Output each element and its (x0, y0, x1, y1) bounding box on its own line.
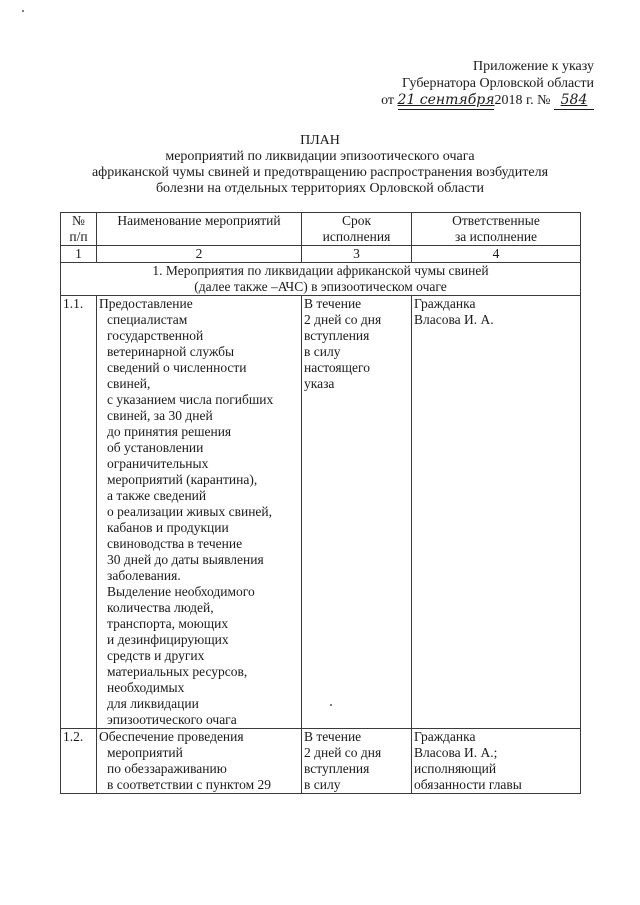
scan-speck (22, 10, 24, 12)
header-name: Наименование мероприятий (97, 213, 302, 246)
title-heading: ПЛАН (300, 133, 340, 148)
row-term: В течение 2 дней со дня вступления в силу настоящего указа (302, 296, 412, 729)
handwritten-number: 584 (554, 92, 594, 110)
section-row (61, 263, 581, 296)
title-line-2: африканской чумы свиней и предотвращению распространения возбудителя (91, 165, 549, 180)
row-measure-name: Обеспечение проведения мероприятий по обеззараживанию в соответствии с пунктом 29 (97, 729, 302, 794)
table-header-row (61, 213, 581, 246)
annex-date-line (381, 92, 594, 110)
table-row (61, 729, 581, 794)
row-number: 1.2. (61, 729, 97, 794)
col-number-3: 3 (302, 246, 412, 263)
handwritten-date: 21 сентября (397, 92, 495, 108)
header-term: Срок исполнения (302, 213, 412, 246)
col-number-4: 4 (412, 246, 581, 263)
row-number: 1.1. (61, 296, 97, 729)
scan-speck (330, 704, 332, 706)
row-term: В течение 2 дней со дня вступления в силу (302, 729, 412, 794)
date-prefix: от (381, 93, 395, 108)
annex-line-2: Губернатора Орловской области (401, 76, 594, 91)
row-measure-name: Предоставление специалистам государственной ветеринарной службы сведений о численности свиней, с указанием числа погибших свиней, за 30 дней до принятия решения об установлении ограничительных мероприятий (карантина), а также сведений о реализации живых свиней, кабанов и продукции свиноводства в течение 30 дней до даты выявления заболевания. Выделение необходимого количества людей, транспорта, моющих и дезинфицирующих средств и других материальных ресурсов, необходимых для ликвидации эпизоотического очага (97, 296, 302, 729)
plan-table (60, 212, 581, 794)
plan-title (60, 133, 580, 197)
row-responsible: Гражданка Власова И. А. (412, 296, 581, 729)
row-responsible: Гражданка Власова И. А.; исполняющий обязанности главы (412, 729, 581, 794)
header-responsible: Ответственные за исполнение (412, 213, 581, 246)
header-number: № п/п (61, 213, 97, 246)
col-number-2: 2 (97, 246, 302, 263)
col-number-1: 1 (61, 246, 97, 263)
title-line-3: болезни на отдельных территориях Орловской области (155, 181, 485, 196)
section-title: 1. Мероприятия по ликвидации африканской чумы свиней (далее также –АЧС) в эпизоотическом очаге (61, 263, 581, 296)
table-row (61, 296, 581, 729)
column-number-row (61, 246, 581, 263)
annex-line-1: Приложение к указу (473, 59, 594, 74)
annex-header (381, 58, 594, 110)
title-line-1: мероприятий по ликвидации эпизоотического очага (165, 149, 475, 164)
date-year: 2018 г. № (494, 93, 551, 108)
